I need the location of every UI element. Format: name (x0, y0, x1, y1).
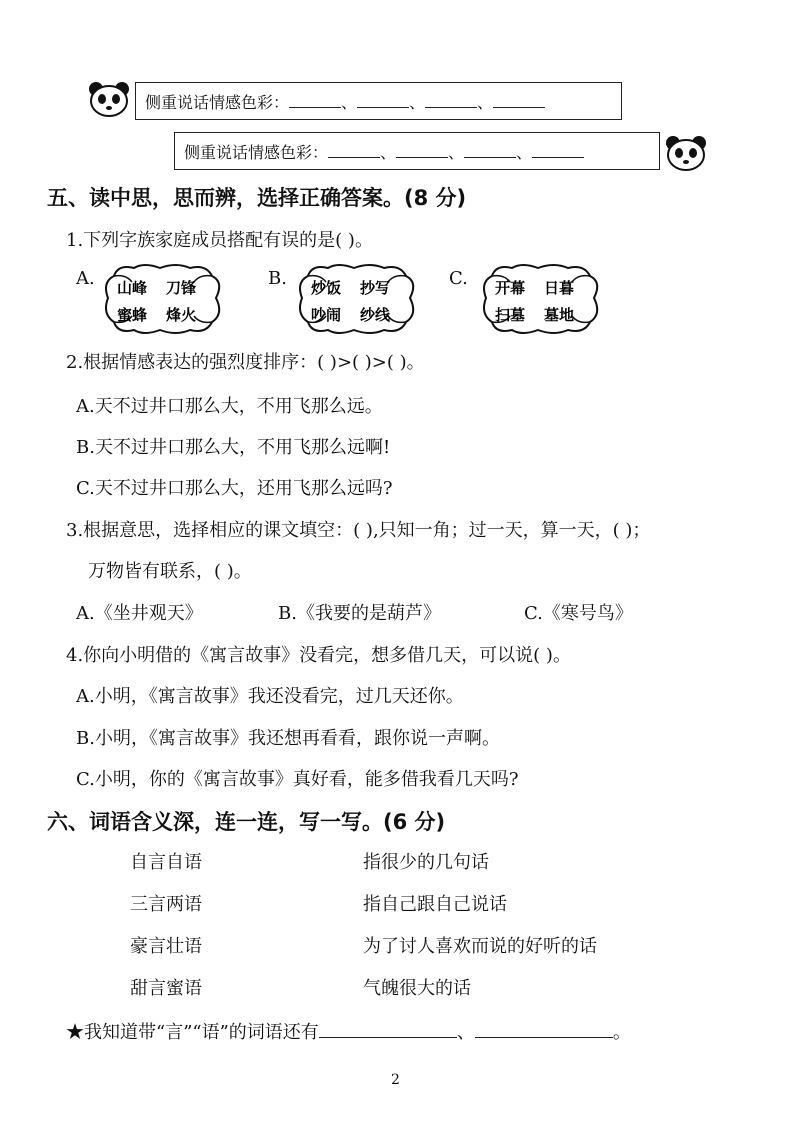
q3-option-c[interactable]: C.《寒号鸟》 (524, 603, 633, 624)
word: 蜜蜂 (117, 306, 148, 324)
word: 日暮 (544, 279, 575, 297)
q1-option-c-cloud[interactable] (478, 262, 603, 336)
word: 炒饭 (311, 279, 342, 297)
q4-option-b[interactable]: B.小明，《寓言故事》我还想再看看，跟你说一声啊。 (76, 728, 500, 749)
q1-option-b-letter: B. (268, 268, 287, 289)
section6-title: 六、词语含义深，连一连，写一写。(6 分) (47, 810, 446, 834)
right-meaning[interactable]: 气魄很大的话 (363, 978, 471, 999)
word: 烽火 (166, 306, 197, 324)
q2-stem: 2.根据情感表达的强烈度排序：( )>( )>( )。 (66, 352, 425, 373)
q1-option-a-cloud[interactable] (100, 262, 225, 336)
separator: 、 (456, 1022, 475, 1043)
q1-stem: 1.下列字族家庭成员搭配有误的是( )。 (66, 230, 373, 251)
emotion-box-2-text: 侧重说话情感色彩： 、 、 、 (184, 140, 584, 163)
left-word[interactable]: 甜言蜜语 (130, 978, 202, 999)
word: 墓地 (544, 306, 575, 324)
page-number: 2 (391, 1072, 400, 1088)
answer-blank[interactable] (319, 1023, 457, 1038)
q4-stem: 4.你向小明借的《寓言故事》没看完，想多借几天，可以说( )。 (66, 645, 571, 666)
end-mark: 。 (612, 1022, 631, 1043)
q2-option-c[interactable]: C.天不过井口那么大，还用飞那么远吗? (76, 478, 393, 499)
emotion-box-1-text: 侧重说话情感色彩： 、 、 、 (145, 90, 545, 113)
q1-option-b-cloud[interactable] (294, 262, 419, 336)
box-label: 侧重说话情感色彩： (145, 93, 290, 112)
blank[interactable] (532, 143, 584, 158)
q1-option-a-letter: A. (76, 268, 95, 289)
blank[interactable] (357, 93, 409, 108)
word: 开幕 (495, 279, 526, 297)
word: 扫墓 (495, 306, 526, 324)
q3-option-a[interactable]: A.《坐井观天》 (76, 603, 203, 624)
q2-option-b[interactable]: B.天不过井口那么大，不用飞那么远啊! (76, 437, 391, 458)
q3-stem-line1: 3.根据意思，选择相应的课文填空：( ),只知一角；过一天，算一天，( )； (66, 520, 651, 541)
blank[interactable] (425, 93, 477, 108)
panda-icon (664, 134, 708, 172)
blank[interactable] (396, 143, 448, 158)
right-meaning[interactable]: 指自己跟自己说话 (363, 894, 507, 915)
word: 吵闹 (311, 306, 342, 324)
q3-stem-line2: 万物皆有联系，( )。 (88, 561, 252, 582)
box-label: 侧重说话情感色彩： (184, 143, 329, 162)
blank[interactable] (493, 93, 545, 108)
blank[interactable] (328, 143, 380, 158)
left-word[interactable]: 豪言壮语 (130, 936, 202, 957)
star-line (66, 1018, 631, 1044)
q1-option-c-letter: C. (449, 268, 468, 289)
panda-icon (87, 80, 131, 118)
blank[interactable] (289, 93, 341, 108)
q2-option-a[interactable]: A.天不过井口那么大，不用飞那么远。 (76, 396, 383, 417)
word: 刀锋 (166, 279, 197, 297)
right-meaning[interactable]: 指很少的几句话 (363, 852, 489, 873)
q4-option-c[interactable]: C.小明，你的《寓言故事》真好看，能多借我看几天吗? (76, 769, 519, 790)
left-word[interactable]: 三言两语 (130, 894, 202, 915)
q4-option-a[interactable]: A.小明，《寓言故事》我还没看完，过几天还你。 (76, 686, 464, 707)
star-prefix: ★我知道带“言”“语”的词语还有 (66, 1022, 319, 1043)
left-word[interactable]: 自言自语 (130, 852, 202, 873)
blank[interactable] (464, 143, 516, 158)
answer-blank[interactable] (475, 1023, 613, 1038)
right-meaning[interactable]: 为了讨人喜欢而说的好听的话 (363, 936, 597, 957)
word: 山峰 (117, 279, 148, 297)
word: 抄写 (360, 279, 391, 297)
section5-title: 五、读中思，思而辨，选择正确答案。(8 分) (47, 186, 467, 210)
word: 纱线 (360, 306, 391, 324)
q3-option-b[interactable]: B.《我要的是葫芦》 (278, 603, 441, 624)
